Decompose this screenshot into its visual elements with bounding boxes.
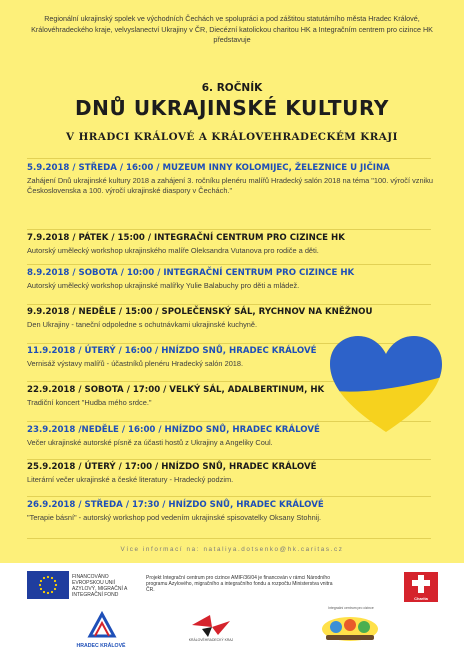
event-item xyxy=(27,306,447,330)
event-description: Zahájení Dnů ukrajinské kultury 2018 a zahájení 3. ročníku plenéru malířů Hradecký salón 2018 na téma "100. výročí vzniku Československa a 100. výročí ukrajinské diaspory v Čechách." xyxy=(27,176,434,196)
event-item xyxy=(27,461,447,485)
event-heading: 9.9.2018 / NEDĚLE / 15:00 / SPOLEČENSKÝ SÁL, RYCHNOV NA KNĚŽNOU xyxy=(27,307,373,317)
eu-flag-icon xyxy=(27,571,69,599)
divider xyxy=(27,538,431,539)
kralovehradecky-kraj-logo-icon xyxy=(188,611,234,641)
hradec-kralove-label: HRADEC KRÁLOVÉ xyxy=(76,643,126,649)
event-description: Večer ukrajinské autorské písně za účasti hostů z Ukrajiny a Angeliky Coul. xyxy=(27,438,273,447)
ukraine-heart-icon xyxy=(326,332,446,436)
event-heading: 11.9.2018 / ÚTERÝ / 16:00 / HNÍZDO SNŮ, HRADEC KRÁLOVÉ xyxy=(27,346,317,356)
divider xyxy=(27,158,431,159)
event-heading: 8.9.2018 / SOBOTA / 10:00 / INTEGRAČNÍ CENTRUM PRO CIZINCE HK xyxy=(27,268,355,278)
event-description: Literární večer ukrajinské a české literatury - Hradecký podzim. xyxy=(27,475,234,484)
event-heading: 22.9.2018 / SOBOTA / 17:00 / VELKÝ SÁL, ADALBERTINUM, HK xyxy=(27,385,325,395)
page-title: DNŮ UKRAJINSKÉ KULTURY xyxy=(74,96,389,120)
intro-text: Regionální ukrajinský spolek ve východních Čechách ve spolupráci a pod záštitou statutárního města Hradec Králové, Královéhradeckého kraje, velvyslanectví Ukrajiny v ČR, Diecézní katolickou charitou HK a Integračním centrem pro cizince HK představuje xyxy=(31,14,433,45)
edition-label: 6. ROČNÍK xyxy=(201,82,263,94)
divider xyxy=(27,459,431,460)
event-description: Den Ukrajiny - taneční odpoledne s ochutnávkami ukrajinské kuchyně. xyxy=(27,320,258,329)
event-description: Vernisáž výstavy malířů - účastníků plenéru Hradecký salón 2018. xyxy=(27,359,244,368)
event-description: "Terapie básní" - autorský workshop pod vedením ukrajinské spisovatelky Oksany Stohnij. xyxy=(27,513,322,522)
hradec-kralove-logo-icon xyxy=(82,606,122,646)
kralovehradecky-kraj-label: KRÁLOVÉHRADECKÝ KRAJ xyxy=(188,638,234,642)
event-heading: 26.9.2018 / STŘEDA / 17:30 / HNÍZDO SNŮ, HRADEC KRÁLOVÉ xyxy=(27,500,324,510)
event-item xyxy=(27,162,447,196)
integration-centre-logo-icon xyxy=(320,609,380,643)
event-description: Tradiční koncert "Hudba mého srdce." xyxy=(27,398,152,407)
page-subtitle: V HRADCI KRÁLOVÉ A KRÁLOVEHRADECKÉM KRAJI xyxy=(66,131,398,143)
contact-info: Více informací na: nataliya.dotsenko@hk.caritas.cz xyxy=(120,546,344,553)
event-heading: 7.9.2018 / PÁTEK / 15:00 / INTEGRAČNÍ CENTRUM PRO CIZINCE HK xyxy=(27,233,345,243)
event-heading: 5.9.2018 / STŘEDA / 16:00 / MUZEUM INNY KOLOMIJEC, ŽELEZNICE U JIČINA xyxy=(27,163,390,173)
event-description: Autorský umělecký workshop ukrajinské malířky Yulie Balabuchy pro děti a mládež. xyxy=(27,281,300,290)
divider xyxy=(27,264,431,265)
event-item xyxy=(27,267,447,291)
event-heading: 23.9.2018 /NEDĚLE / 16:00 / HNÍZDO SNŮ, HRADEC KRÁLOVÉ xyxy=(27,425,320,435)
divider xyxy=(27,304,431,305)
divider xyxy=(27,229,431,230)
event-description: Autorský umělecký workshop ukrajinského malíře Oleksandra Vutanova pro rodiče a děti. xyxy=(27,246,319,255)
eu-fund-text: FINANCOVÁNO EVROPSKOU UNIÍ AZYLOVÝ, MIGRAČNÍ A INTEGRAČNÍ FOND xyxy=(72,574,128,598)
event-item xyxy=(27,232,447,256)
event-item xyxy=(27,499,447,523)
event-heading: 25.9.2018 / ÚTERÝ / 17:00 / HNÍZDO SNŮ, HRADEC KRÁLOVÉ xyxy=(27,462,317,472)
integration-centre-label: Integrační centrum pro cizince xyxy=(328,606,374,610)
divider xyxy=(27,496,431,497)
caritas-label: Charita xyxy=(414,596,428,601)
project-funding-text: Projekt Integrační centrum pro cizince AMIF/36/04 je financován v rámci Národního programu Azylového, migračního a integračního fondu a rozpočtu Ministerstva vnitra ČR. xyxy=(146,575,333,594)
